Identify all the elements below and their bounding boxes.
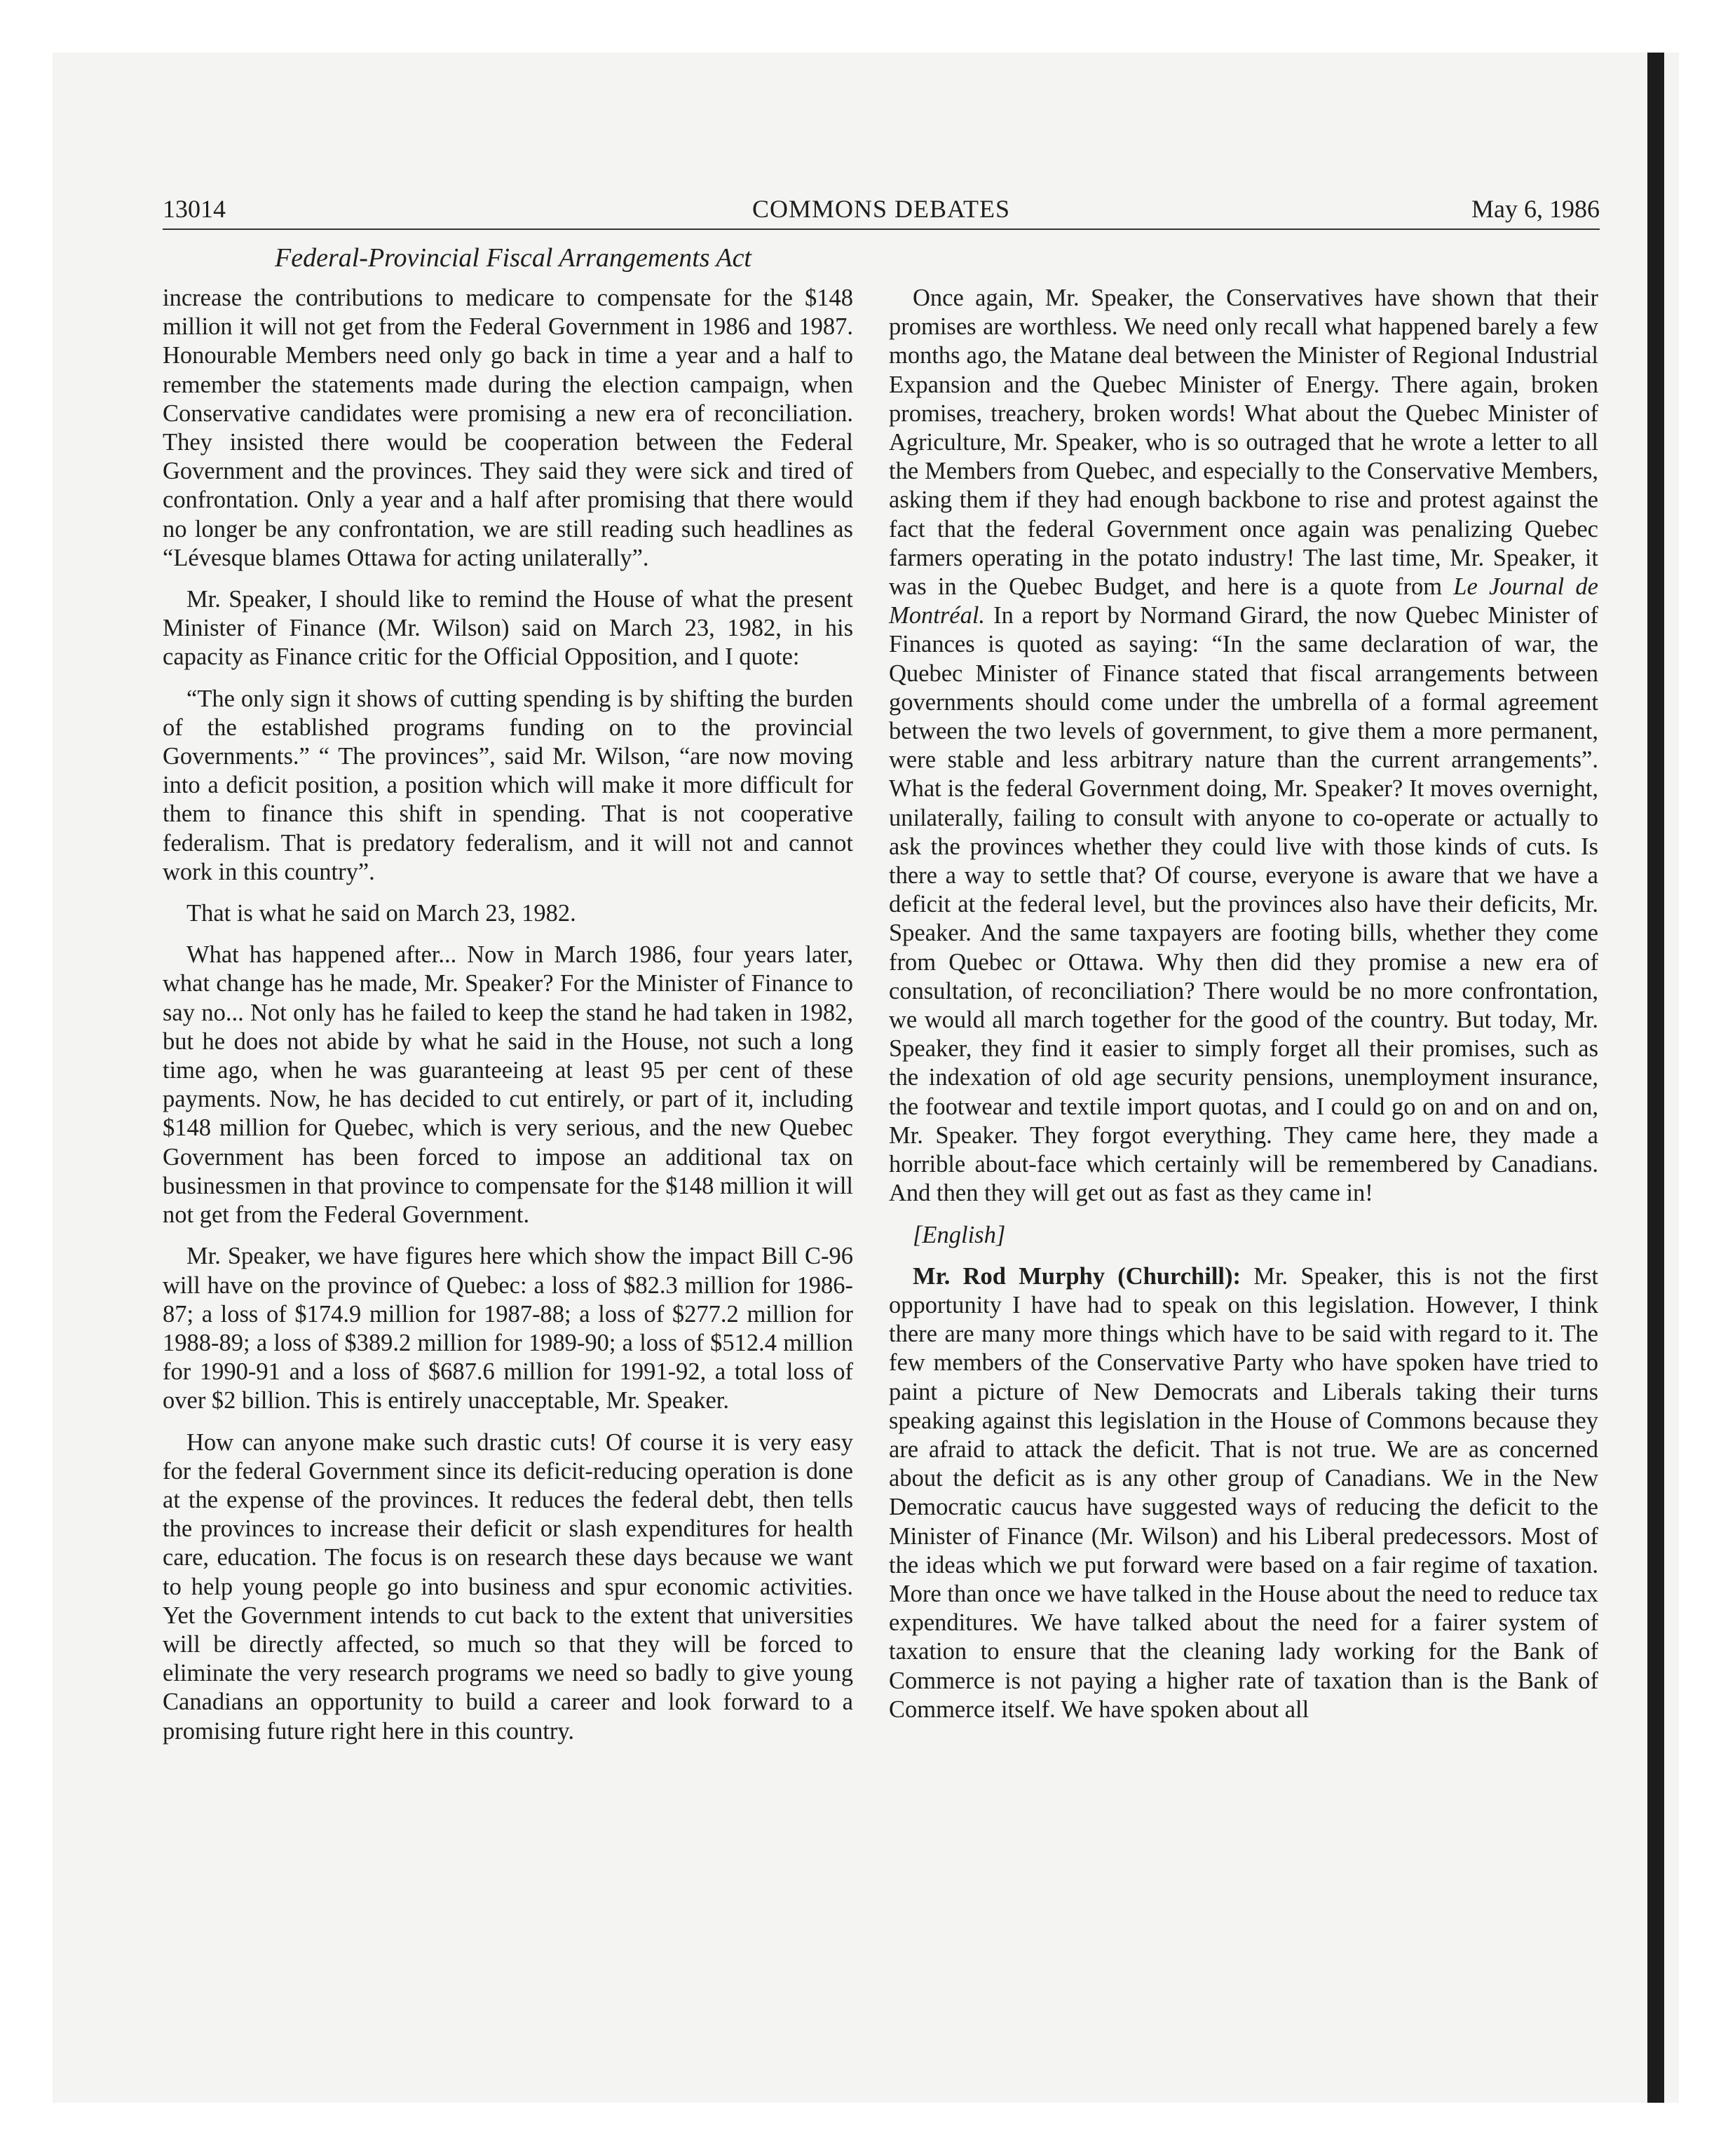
paragraph-text: Once again, Mr. Speaker, the Conservatives have shown that their promises are worthless. We need only recall what happened barely a few months ago, the Matane deal between the Minister of Regional Industrial Expansion and the Quebec Minister of Energy. There again, broken promises, treachery, broken words! What about the Quebec Minister of Agriculture, Mr. Speaker, who is so outraged that he wrote a letter to all the Members from Quebec, and especially to the Conservative Members, asking them if they had enough backbone to rise and protest against the fact that the federal Government once again was penalizing Quebec farmers operating in the potato industry! The last time, Mr. Speaker, it was in the Quebec Budget, and here is a quote from bbox=[889, 285, 1598, 601]
paragraph: How can anyone make such drastic cuts! Of course it is very easy for the federal Government since its deficit-reducing operation is done at the expense of the provinces. It reduces the federal debt, then tells the provinces to increase their deficit or slash expenditures for health care, education. The focus is on research these days because we want to help young people go into business and spur economic activities. Yet the Government intends to cut back to the extent that universities will be directly affected, so much so that they will be forced to eliminate the very research programs we need so badly to give young Canadians an opportunity to build a career and look forward to a promising future right here in this country. bbox=[163, 1428, 853, 1745]
paragraph bbox=[889, 1262, 1598, 1724]
quotation: “The only sign it shows of cutting spending is by shifting the burden of the established programs funding on to the provincial Governments.” “ The provinces”, said Mr. Wilson, “are now moving into a deficit position, a position which will make it more difficult for them to finance this shift in spending. That is not cooperative federalism. That is predatory federalism, and it will not and cannot work in this country”. bbox=[163, 685, 853, 885]
page-number: 13014 bbox=[163, 195, 226, 223]
journal-title: COMMONS DEBATES bbox=[751, 195, 1011, 223]
section-title: Federal-Provincial Fiscal Arrangements Act bbox=[275, 243, 751, 273]
header-rule bbox=[163, 228, 1600, 230]
newspaper-title: Le Journal de Montréal. bbox=[889, 573, 1598, 629]
speaker-name: Mr. Rod Murphy (Churchill): bbox=[913, 1262, 1241, 1290]
language-marker: [English] bbox=[913, 1221, 1006, 1248]
issue-date: May 6, 1986 bbox=[1471, 195, 1600, 223]
paragraph-text: In a report by Normand Girard, the now Quebec Minister of Finances is quoted as saying: “In the same declaration of war, the Quebec Minister of Finance stated that fiscal arrangements between governments should come under the umbrella of a formal agreement between the two levels of government, to give them a more permanent, were stable and less arbitrary nature than the current arrangements”. What is the federal Government doing, Mr. Speaker? It moves overnight, unilaterally, failing to consult with anyone to co-operate or actually to ask the provinces whether they could live with those kinds of cuts. Is there a way to settle that? Of course, everyone is aware that we have a deficit at the federal level, but the provinces also have their deficits, Mr. Speaker. And the same taxpayers are footing bills, whether they come from Quebec or Ottawa. Why then did they promise a new era of consultation, of reconciliation? There would be no more confrontation, we would all march together for the good of the country. But today, Mr. Speaker, they find it easier to simply forget all their promises, such as the indexation of old age security pensions, unemployment insurance, the footwear and textile import quotas, and I could go on and on and on, Mr. Speaker. They forgot everything. They came here, they made a horrible about-face which certainly will be remembered by Canadians. And then they will get out as fast as they came in! bbox=[889, 602, 1598, 1207]
running-header bbox=[163, 189, 1600, 228]
left-column bbox=[163, 284, 853, 2001]
paragraph: increase the contributions to medicare to compensate for the $148 million it will not get from the Federal Government in 1986 and 1987. Honourable Members need only go back in time a year and a half to remember the statements made during the election campaign, when Conservative candidates were promising a new era of reconciliation. They insisted there would be cooperation between the Federal Government and the provinces. They said they were sick and tired of confrontation. Only a year and a half after promising that there would no longer be any confrontation, we are still reading such headlines as “Lévesque blames Ottawa for acting unilaterally”. bbox=[163, 285, 853, 571]
paragraph: What has happened after... Now in March 1986, four years later, what change has he made, Mr. Speaker? For the Minister of Finance to say no... Not only has he failed to keep the stand he had taken in 1982, but he does not abide by what he said in the House, not such a long time ago, when he was guaranteeing at least 95 per cent of these payments. Now, he has decided to cut entirely, or part of it, including $148 million for Quebec, which is very serious, and the new Quebec Government has been forced to impose an additional tax on businessmen in that province to compensate for the $148 million it will not get from the Federal Government. bbox=[163, 941, 853, 1229]
paragraph bbox=[889, 284, 1598, 1208]
paragraph: Mr. Speaker, we have figures here which show the impact Bill C-96 will have on the province of Quebec: a loss of $82.3 million for 1986-87; a loss of $174.9 million for 1987-88; a loss of $277.2 million for 1988-89; a loss of $389.2 million for 1989-90; a loss of $512.4 million for 1990-91 and a loss of $687.6 million for 1991-92, a total loss of over $2 billion. This is entirely unacceptable, Mr. Speaker. bbox=[163, 1243, 853, 1414]
paragraph: Mr. Speaker, I should like to remind the House of what the present Minister of Finance (Mr. Wilson) said on March 23, 1982, in his capacity as Finance critic for the Official Opposition, and I quote: bbox=[163, 586, 853, 671]
paragraph-text: Mr. Speaker, this is not the first opportunity I have had to speak on this legislation. However, I think there are many more things which have to be said with regard to it. The few members of the Conservative Party who have spoken have tried to paint a picture of New Democrats and Liberals taking their turns speaking against this legislation in the House of Commons because they are afraid to attack the deficit. That is not true. We are as concerned about the deficit as is any other group of Canadians. We in the New Democratic caucus have suggested ways of reducing the deficit to the Minister of Finance (Mr. Wilson) and his Liberal predecessors. Most of the ideas which we put forward were based on a fair regime of taxation. More than once we have talked in the House about the need to reduce tax expenditures. We have talked about the need for a fairer system of taxation to ensure that the cleaning lady working for the Bank of Commerce is not paying a higher rate of taxation than is the Bank of Commerce itself. We have spoken about all bbox=[889, 1262, 1598, 1723]
right-column bbox=[889, 284, 1598, 2001]
paragraph: That is what he said on March 23, 1982. bbox=[186, 900, 576, 927]
binding-edge bbox=[1647, 53, 1664, 2103]
